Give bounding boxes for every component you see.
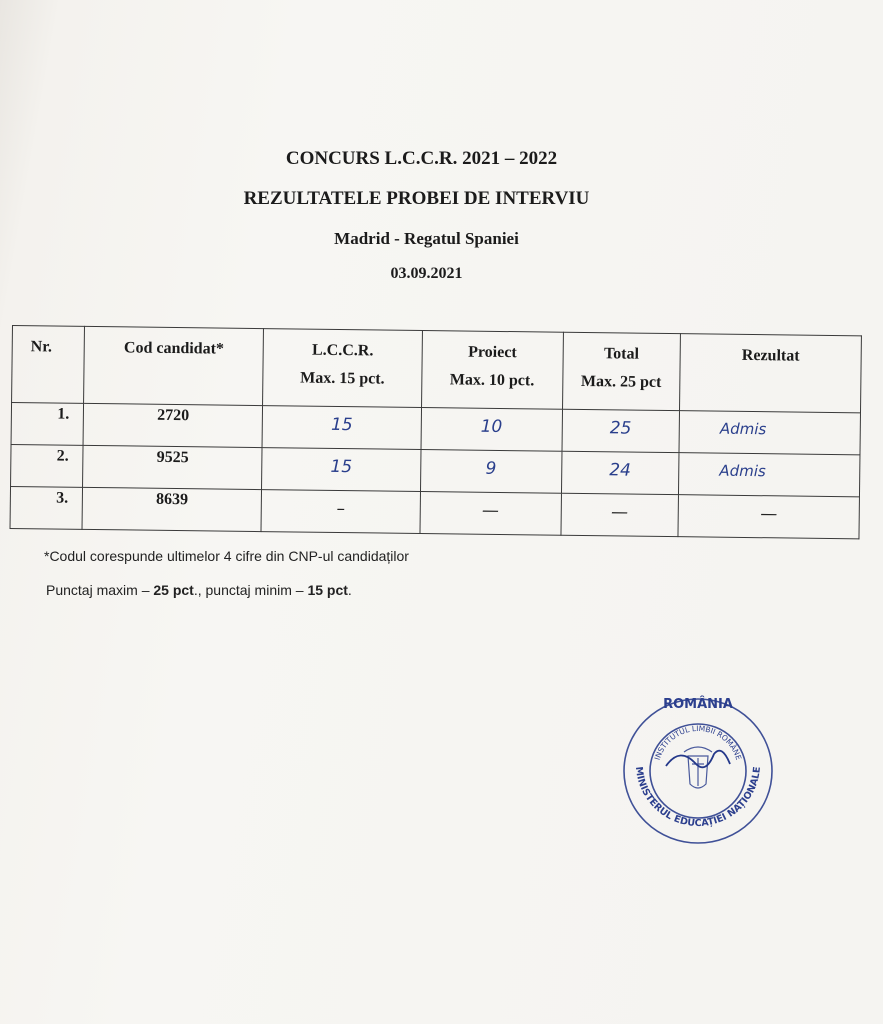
- results-table: [10, 325, 862, 539]
- document-location: Madrid - Regatul Spaniei: [334, 229, 519, 248]
- row-rezultat: Admis: [679, 411, 860, 455]
- stamp-top-text: ROMÂNIA: [663, 697, 733, 712]
- stamp-ring-text: MINISTERUL EDUCAȚIEI NAȚIONALE: [632, 765, 764, 830]
- row-nr: 3.: [10, 486, 83, 529]
- row-nr: 2.: [11, 444, 84, 487]
- row-cod: 9525: [83, 445, 262, 489]
- row-total-score: 24: [561, 451, 679, 494]
- results-table-wrapper: [10, 325, 864, 539]
- table-row: [10, 486, 859, 538]
- row-total-score: —: [561, 493, 679, 536]
- row-total-score: 25: [562, 409, 680, 452]
- row-nr: 1.: [11, 403, 84, 446]
- score-note: Punctaj maxim – 25 pct., punctaj minim – 15 pct.: [46, 582, 352, 598]
- document-date: 03.09.2021: [390, 265, 463, 282]
- row-cod: 8639: [82, 487, 261, 531]
- row-lccr-score: 15: [262, 448, 421, 492]
- row-rezultat: —: [678, 495, 859, 539]
- official-stamp: [618, 694, 778, 848]
- row-lccr-score: –: [261, 490, 420, 534]
- document-subtitle: REZULTATELE PROBEI DE INTERVIU: [243, 188, 590, 209]
- footnote: *Codul corespunde ultimelor 4 cifre din CNP-ul candidaților: [44, 548, 409, 564]
- document-title: CONCURS L.C.C.R. 2021 – 2022: [285, 148, 558, 169]
- stamp-seal-icon: [618, 694, 778, 848]
- header-proiect: Proiect Max. 10 pct.: [421, 331, 563, 410]
- row-cod: 2720: [83, 403, 262, 447]
- header-rezultat: Rezultat: [680, 334, 862, 413]
- stamp-inner-text: INSTITUTUL LIMBII ROMÂNE: [652, 723, 744, 762]
- header-lccr: L.C.C.R. Max. 15 pct.: [263, 329, 423, 408]
- row-rezultat: Admis: [679, 453, 860, 497]
- row-lccr-score: 15: [262, 406, 421, 450]
- header-cod-candidat: Cod candidat*: [84, 326, 264, 405]
- header-total: Total Max. 25 pct: [562, 332, 680, 410]
- row-proiect-score: —: [420, 492, 561, 536]
- header-nr: Nr.: [12, 326, 85, 404]
- row-proiect-score: 10: [421, 408, 562, 452]
- row-proiect-score: 9: [420, 450, 561, 494]
- table-header-row: [12, 326, 862, 413]
